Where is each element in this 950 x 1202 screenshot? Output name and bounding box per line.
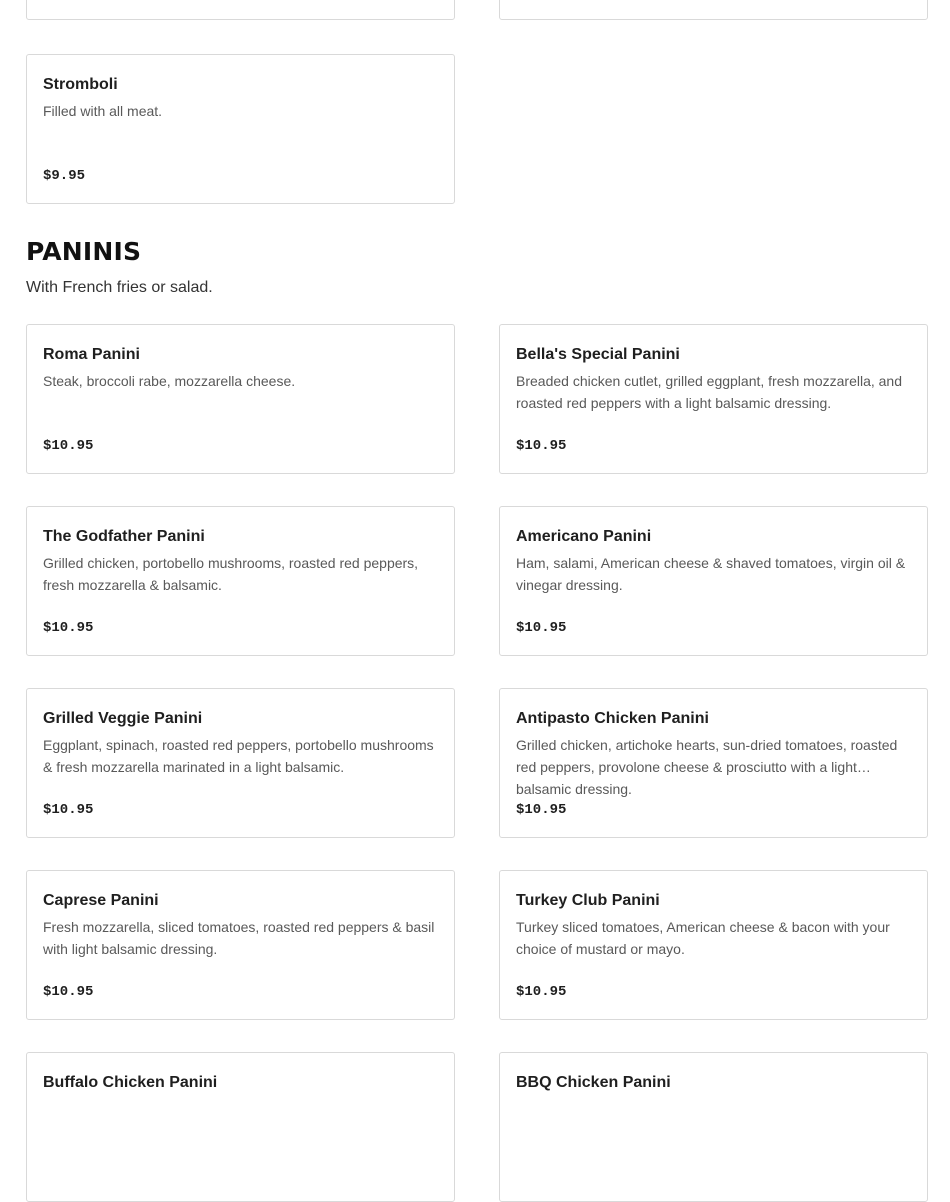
menu-item-card[interactable] [26, 0, 455, 20]
menu-item-description: Filled with all meat. [43, 103, 163, 119]
menu-item-name: Grilled Veggie Panini [43, 710, 203, 727]
menu-item-price: $10.95 [516, 802, 567, 818]
menu-item-price: $9.95 [43, 168, 86, 184]
menu-item-card-americano-panini[interactable] [499, 506, 928, 656]
menu-item-price: $10.95 [43, 438, 94, 454]
menu-item-card-grilled-veggie-panini[interactable] [26, 688, 455, 838]
menu-item-card-stromboli[interactable] [26, 54, 455, 204]
menu-item-description: Breaded chicken cutlet, grilled eggplant, fresh mozzarella, and roasted red peppers with a light balsamic dressing. [516, 373, 902, 411]
menu-item-card-godfather-panini[interactable] [26, 506, 455, 656]
menu-item-name: Roma Panini [43, 346, 140, 363]
menu-item-price: $10.95 [43, 802, 94, 818]
menu-item-description: Fresh mozzarella, sliced tomatoes, roasted red peppers & basil with light balsamic dressing. [43, 919, 435, 957]
menu-item-price: $10.95 [516, 438, 567, 454]
menu-item-card[interactable] [499, 0, 928, 20]
menu-item-price: $10.95 [43, 984, 94, 1000]
menu-item-card-caprese-panini[interactable] [26, 870, 455, 1020]
menu-item-card-roma-panini[interactable] [26, 324, 455, 474]
menu-item-card-bbq-chicken-panini[interactable] [499, 1052, 928, 1202]
menu-item-description: Grilled chicken, portobello mushrooms, roasted red peppers, fresh mozzarella & balsamic. [43, 555, 419, 593]
menu-item-name: Antipasto Chicken Panini [516, 710, 709, 727]
menu-item-card-buffalo-chicken-panini[interactable] [26, 1052, 455, 1202]
menu-item-price: $10.95 [516, 984, 567, 1000]
menu-item-price: $10.95 [516, 620, 567, 636]
menu-item-card-antipasto-chicken-panini[interactable] [499, 688, 928, 838]
section-title-paninis: PANINIS [26, 237, 142, 266]
menu-item-name: Buffalo Chicken Panini [43, 1074, 218, 1091]
menu-item-card-bellas-special-panini[interactable] [499, 324, 928, 474]
menu-item-name: BBQ Chicken Panini [516, 1074, 671, 1091]
menu-item-name: Bella's Special Panini [516, 346, 680, 363]
menu-item-name: Caprese Panini [43, 892, 159, 909]
section-subtitle-paninis: With French fries or salad. [26, 279, 213, 296]
menu-item-description: Turkey sliced tomatoes, American cheese & bacon with your choice of mustard or mayo. [516, 919, 890, 957]
menu-item-description: Eggplant, spinach, roasted red peppers, portobello mushrooms & fresh mozzarella marinated in a light balsamic. [43, 737, 434, 775]
menu-item-card-turkey-club-panini[interactable] [499, 870, 928, 1020]
menu-item-description: Ham, salami, American cheese & shaved tomatoes, virgin oil & vinegar dressing. [516, 555, 906, 593]
menu-item-description: Grilled chicken, artichoke hearts, sun-dried tomatoes, roasted red peppers, provolone cheese & prosciutto with a light balsamic dressing. [516, 737, 898, 797]
menu-item-name: Stromboli [43, 76, 118, 93]
menu-item-name: Turkey Club Panini [516, 892, 660, 909]
menu-item-description: Steak, broccoli rabe, mozzarella cheese. [43, 373, 296, 389]
menu-item-name: The Godfather Panini [43, 528, 205, 545]
menu-item-name: Americano Panini [516, 528, 652, 545]
menu-item-price: $10.95 [43, 620, 94, 636]
